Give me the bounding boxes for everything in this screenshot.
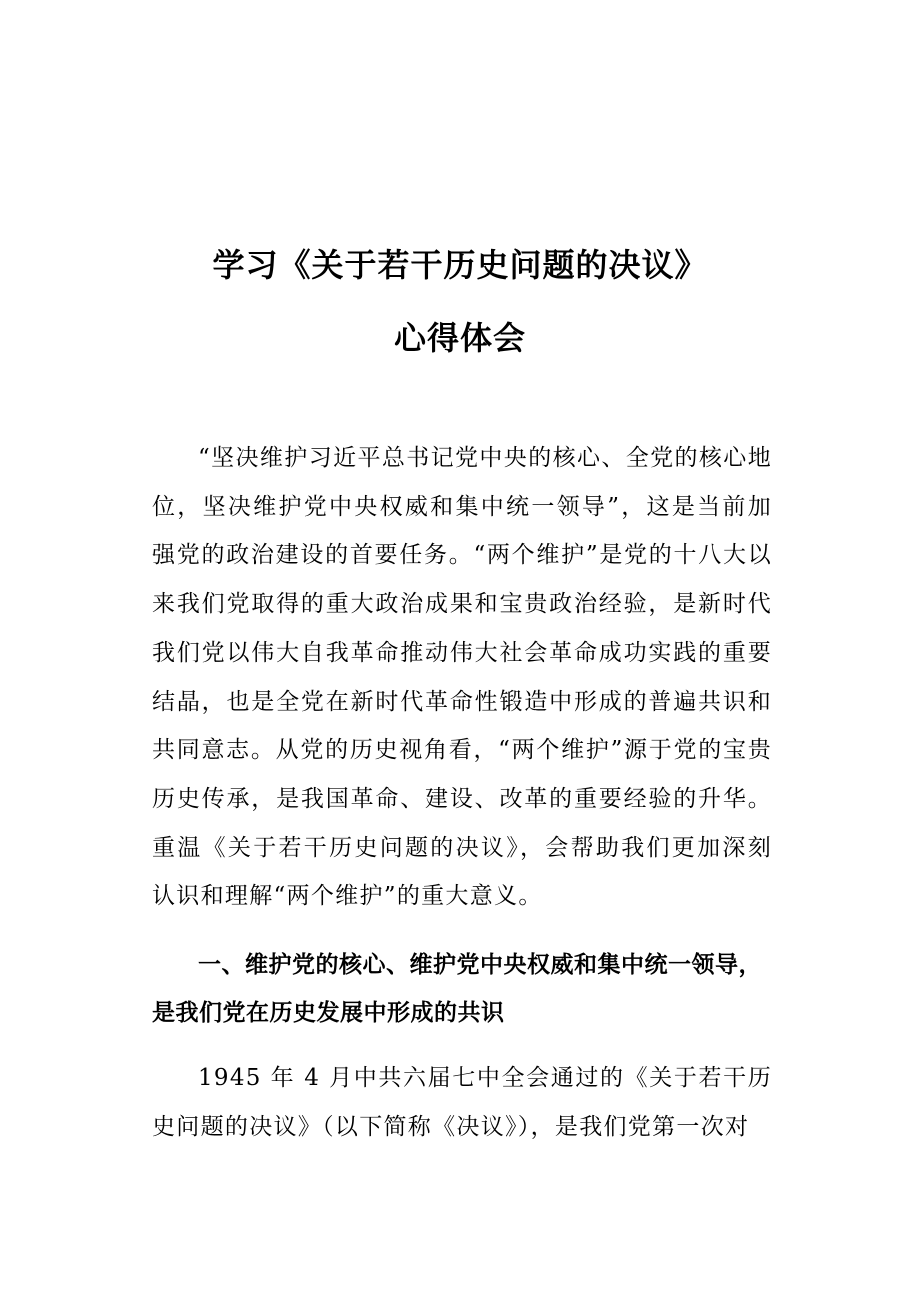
document-title-line-2: 心得体会 [393, 319, 526, 357]
body-paragraph-intro: “坚决维护习近平总书记党中央的核心、全党的核心地位，坚决维护党中央权威和集中统一领导”，这是当前加强党的政治建设的首要任务。“两个维护”是党的十八大以来我们党取得的重大政治成果和宝贵政治经验，是新时代我们党以伟大自我革命推动伟大社会革命成功实践的重要结晶，也是全党在新时代革命性锻造中形成的普遍共识和共同意志。从党的历史视角看，“两个维护”源于党的宝贵历史传承，是我国革命、建设、改革的重要经验的升华。重温《关于若干历史问题的决议》，会帮助我们更加深刻认识和理解“两个维护”的重大意义。 [152, 445, 772, 910]
document-title-line-1: 学习《关于若干历史问题的决议》 [212, 246, 708, 284]
section-heading-1: 一、维护党的核心、维护党中央权威和集中统一领导，是我们党在历史发展中形成的共识 [152, 952, 762, 1026]
body-paragraph-section-1: 1945 年 4 月中共六届七中全会通过的《关于若干历史问题的决议》（以下简称《决议》），是我们党第一次对 [152, 1065, 772, 1140]
